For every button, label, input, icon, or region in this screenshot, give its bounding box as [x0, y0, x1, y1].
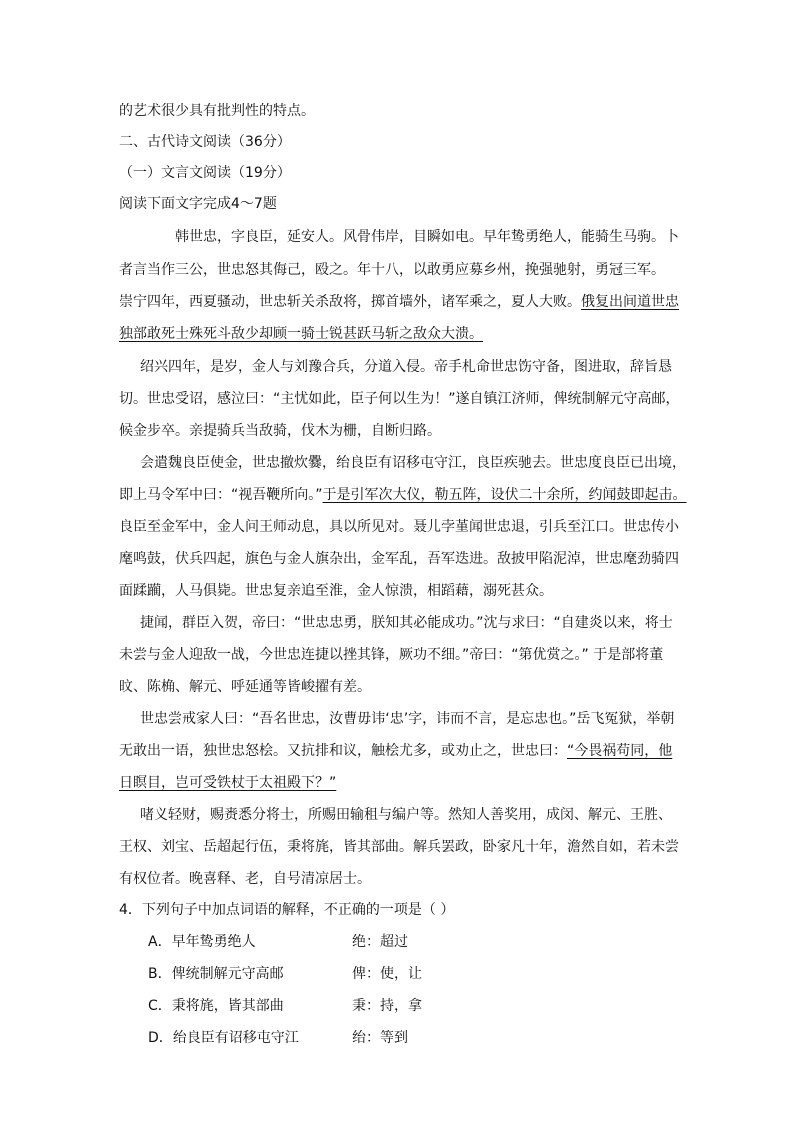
underlined-sentence: 俄复出间道世忠 [581, 294, 679, 310]
passage-line: 捷闻，群臣入贺，帝曰：“世忠忠勇，朕知其必能成功。”沈与求曰：“自建炎以来，将士 [140, 615, 673, 631]
passage-line: 绍兴四年，是岁，金人与刘豫合兵，分道入侵。帝手札命世忠饬守备，图进取，辞旨恳 [140, 359, 672, 375]
option-gloss: 秉：持，拿 [352, 998, 422, 1014]
option-sentence: A．早年鸷勇绝人 [148, 934, 256, 950]
passage-text: 即上马令军中曰：“视吾鞭所向。” [119, 487, 323, 503]
passage-text: 无敢出一语，独世忠怒桧。又抗排和议，触桧尤多，或劝止之，世忠曰： [119, 743, 567, 759]
passage-line: 世忠尝戒家人曰：“吾名世忠，汝曹毋讳‘忠’字，讳而不言，是忘忠也。”岳飞冤狱，举朝 [140, 711, 675, 727]
text-line: 的艺术很少具有批判性的特点。 [119, 103, 315, 119]
passage-line: 有权位者。晚喜释、老，自号清凉居士。 [119, 871, 371, 887]
passage-line: 良臣至金军中，金人问王师动息，具以所见对。聂儿孛堇闻世忠退，引兵至江口。世忠传小 [119, 519, 679, 535]
passage-line [119, 485, 687, 505]
instruction: 阅读下面文字完成4～7题 [119, 196, 277, 212]
option-gloss: 绐：等到 [352, 1030, 408, 1046]
option-sentence: C．秉将旄，皆其部曲 [148, 998, 284, 1014]
passage-line: 王权、刘宝、岳超起行伍，秉将旄，皆其部曲。解兵罢政，卧家凡十年，澹然自如，若未尝 [119, 839, 679, 855]
passage-line [119, 741, 672, 761]
passage-line: 旼、陈桷、解元、呼延通等皆峻擢有差。 [119, 679, 371, 695]
section-heading: 二、古代诗文阅读（36分） [119, 134, 291, 150]
passage-line: 啫义轻财，赐赉悉分将士，所赐田输租与编户等。然知人善奖用，成闵、解元、王胜、 [140, 807, 672, 823]
passage-line: 韩世忠，字良臣，延安人。风骨伟岸，目瞬如电。早年鸷勇绝人，能骑生马驹。卜 [175, 229, 679, 245]
passage-line: 面蹂躏，人马俱毙。世忠复亲追至淮，金人惊溃，相蹈藉，溺死甚众。 [119, 583, 553, 599]
passage-line: 者言当作三公，世忠怒其侮己，殴之。年十八，以敢勇应募乡州，挽强驰射，勇冠三军。 [119, 262, 665, 278]
passage-text: 崇宁四年，西夏骚动，世忠斩关杀敌将，掷首墙外，诸军乘之，夏人大败。 [119, 294, 581, 310]
option-sentence: B．俾统制解元守高邮 [148, 966, 284, 982]
underlined-sentence: “今畏祸苟同，他 [567, 743, 673, 759]
passage-line [119, 292, 679, 312]
passage-line: 会遣魏良臣使金，世忠撤炊爨，绐良臣有诏移屯守江，良臣疾驰去。世忠度良臣已出境， [140, 455, 686, 471]
passage-line: 未尝与金人迎敌一战，今世忠连捷以挫其锋，厥功不细。”帝曰：“第优赏之。” 于是部将董 [119, 647, 664, 663]
underlined-sentence: 日瞑目，岂可受铁杖于太祖殿下？” [119, 775, 337, 791]
option-gloss: 俾：使，让 [352, 966, 422, 982]
passage-line: 候金步卒。亲提骑兵当敌骑，伐木为栅，自断归路。 [119, 423, 441, 439]
underlined-sentence: 独部敢死士殊死斗敌少却顾一骑士锐甚跃马斩之敌众大溃。 [119, 326, 483, 342]
passage-line: 麾鸣鼓，伏兵四起，旗色与金人旗杂出，金军乱，吾军迭进。敌披甲陷泥淖，世忠麾劲骑四 [119, 551, 679, 567]
passage-line: 切。世忠受诏，感泣曰：“主忧如此，臣子何以生为！”遂自镇江济师，俾统制解元守高邮， [119, 391, 680, 407]
subsection-heading: （一）文言文阅读（19分） [119, 165, 291, 181]
underlined-sentence: 于是引军次大仪，勒五阵，设伏二十余所，约闻鼓即起击。 [322, 487, 687, 503]
question-stem: 4．下列句子中加点词语的解释，不正确的一项是（ ） [119, 902, 455, 918]
option-gloss: 绝：超过 [352, 934, 408, 950]
option-sentence: D．绐良臣有诏移屯守江 [148, 1030, 299, 1046]
